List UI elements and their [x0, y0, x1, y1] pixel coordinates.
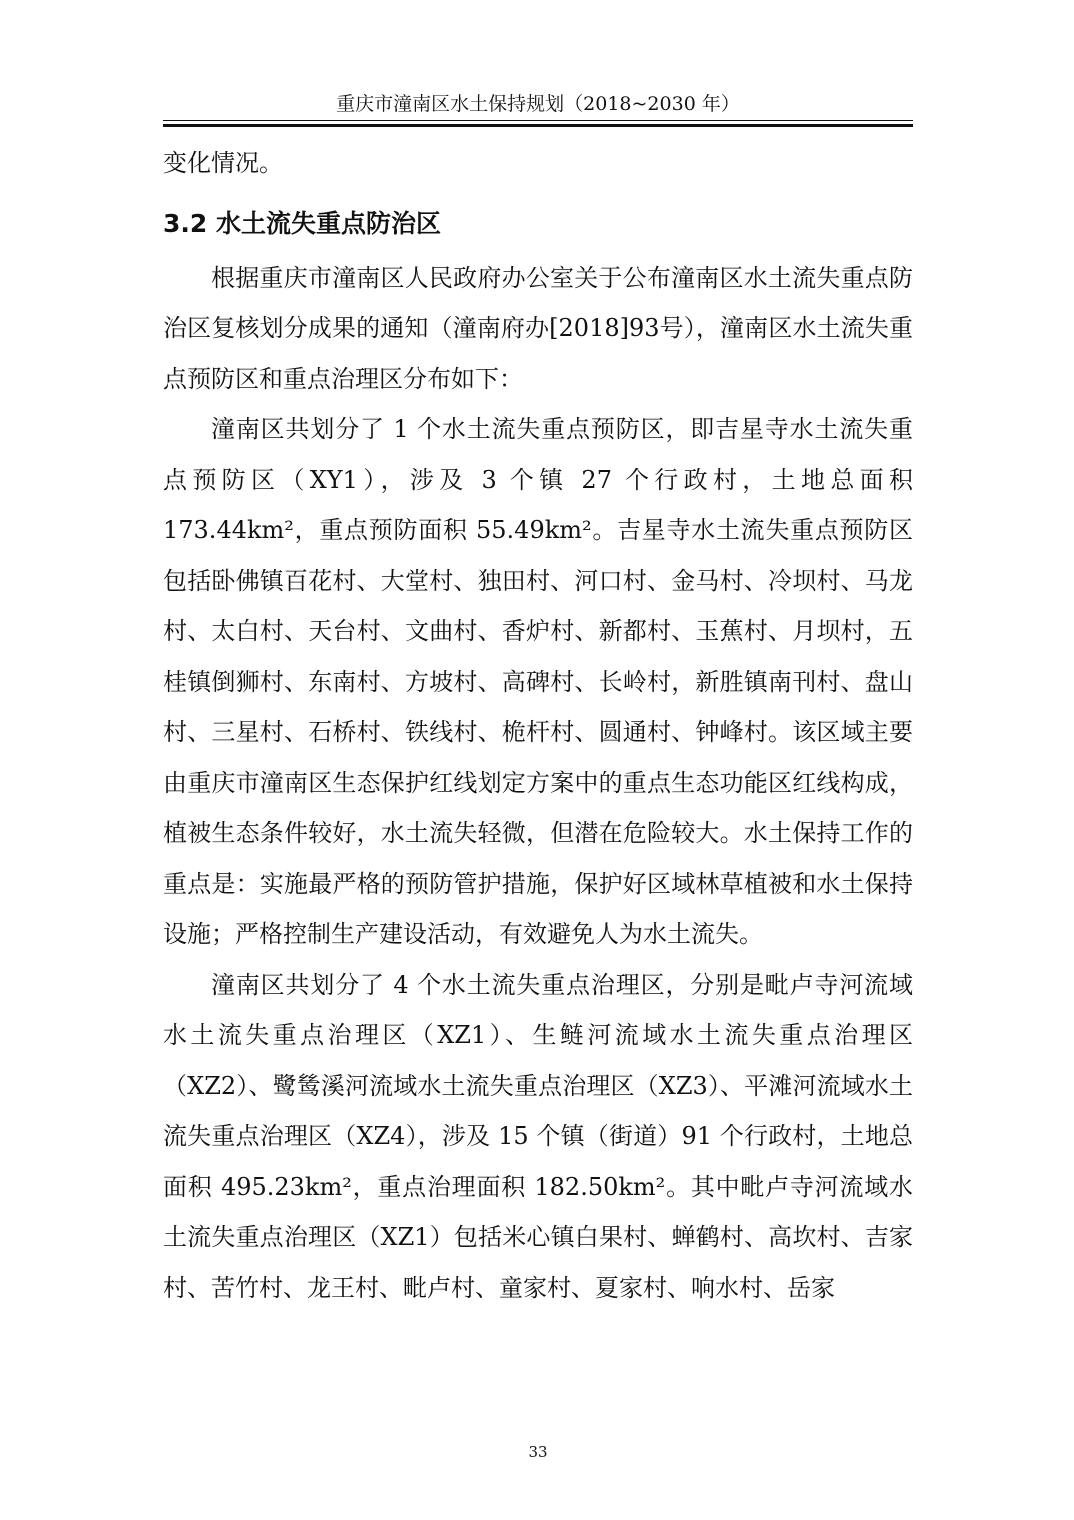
- section-heading: 3.2 水土流失重点防治区: [163, 208, 441, 238]
- paragraph-prevention-zone: 潼南区共划分了 1 个水土流失重点预防区，即吉星寺水土流失重点预防区（XY1），涉及 3 个镇 27 个行政村，土地总面积 173.44km²，重点预防面积 55.49km²。吉星寺水土流失重点预防区包括卧佛镇百花村、大堂村、独田村、河口村、金马村、冷坝村、马龙村、太白村、天台村、文曲村、香炉村、新都村、玉蕉村、月坝村，五桂镇倒狮村、东南村、方坡村、高碑村、长岭村，新胜镇南刊村、盘山村、三星村、石桥村、铁线村、桅杆村、圆通村、钟峰村。该区域主要由重庆市潼南区生态保护红线划定方案中的重点生态功能区红线构成，植被生态条件较好，水土流失轻微，但潜在危险较大。水土保持工作的重点是：实施最严格的预防管护措施，保护好区域林草植被和水土保持设施；严格控制生产建设活动，有效避免人为水土流失。: [163, 415, 913, 948]
- paragraph-continuation: 变化情况。: [163, 149, 283, 177]
- paragraph-treatment-zone: 潼南区共划分了 4 个水土流失重点治理区，分别是毗卢寺河流域水土流失重点治理区（XZ1）、生鲢河流域水土流失重点治理区（XZ2）、鹭鸶溪河流域水土流失重点治理区（XZ3）、平滩河流域水土流失重点治理区（XZ4），涉及 15 个镇（街道）91 个行政村，土地总面积 495.23km²，重点治理面积 182.50km²。其中毗卢寺河流域水土流失重点治理区（XZ1）包括米心镇白果村、蝉鹤村、高坎村、吉家村、苦竹村、龙王村、毗卢村、童家村、夏家村、响水村、岳家: [163, 970, 913, 1302]
- header-rule-thin: [163, 120, 913, 121]
- running-header: 重庆市潼南区水土保持规划（2018~2030 年）: [336, 93, 740, 115]
- page-number: 33: [528, 1443, 548, 1461]
- header-rule-thick: [163, 124, 913, 127]
- body-text: [163, 138, 913, 1313]
- paragraph-intro: 根据重庆市潼南区人民政府办公室关于公布潼南区水土流失重点防治区复核划分成果的通知（潼南府办[2018]93号），潼南区水土流失重点预防区和重点治理区分布如下：: [163, 263, 913, 393]
